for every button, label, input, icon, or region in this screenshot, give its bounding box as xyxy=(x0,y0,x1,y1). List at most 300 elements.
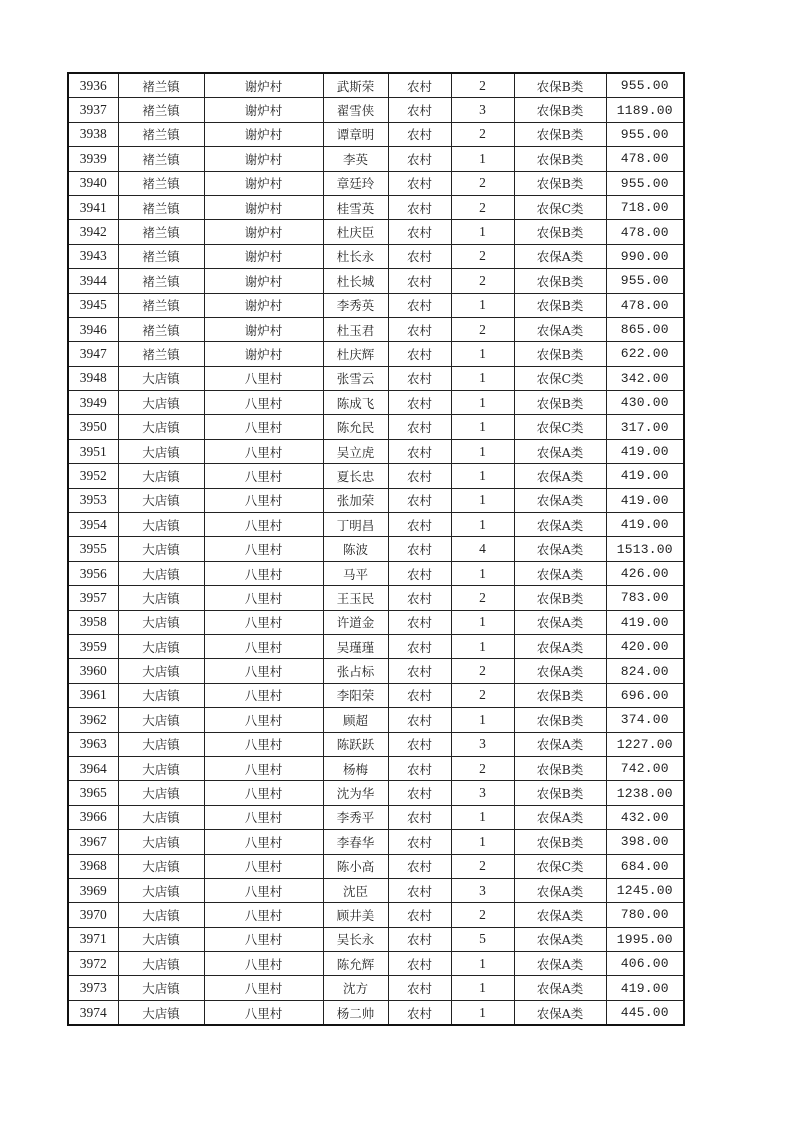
village-cell: 八里村 xyxy=(204,781,323,805)
person-name-cell: 谭章明 xyxy=(323,122,388,146)
person-name-cell: 沈方 xyxy=(323,976,388,1000)
household-type-cell: 农村 xyxy=(388,586,451,610)
table-body xyxy=(68,73,684,1025)
town-cell: 褚兰镇 xyxy=(118,342,204,366)
amount-cell: 398.00 xyxy=(606,830,684,854)
town-cell: 大店镇 xyxy=(118,488,204,512)
table-row xyxy=(68,732,684,756)
insurance-category-cell: 农保B类 xyxy=(514,756,606,780)
member-count-cell: 1 xyxy=(451,1000,514,1025)
table-row xyxy=(68,854,684,878)
insurance-category-cell: 农保A类 xyxy=(514,537,606,561)
amount-cell: 406.00 xyxy=(606,952,684,976)
member-count-cell: 1 xyxy=(451,439,514,463)
insurance-category-cell: 农保A类 xyxy=(514,439,606,463)
member-count-cell: 1 xyxy=(451,415,514,439)
member-count-cell: 1 xyxy=(451,391,514,415)
table-row xyxy=(68,708,684,732)
town-cell: 大店镇 xyxy=(118,756,204,780)
insurance-category-cell: 农保A类 xyxy=(514,634,606,658)
town-cell: 褚兰镇 xyxy=(118,317,204,341)
village-cell: 八里村 xyxy=(204,976,323,1000)
person-name-cell: 沈为华 xyxy=(323,781,388,805)
town-cell: 大店镇 xyxy=(118,830,204,854)
household-type-cell: 农村 xyxy=(388,708,451,732)
person-name-cell: 李英 xyxy=(323,147,388,171)
person-name-cell: 顾井美 xyxy=(323,903,388,927)
amount-cell: 1513.00 xyxy=(606,537,684,561)
table-row xyxy=(68,366,684,390)
amount-cell: 342.00 xyxy=(606,366,684,390)
row-number-cell: 3938 xyxy=(68,122,118,146)
insurance-category-cell: 农保A类 xyxy=(514,805,606,829)
row-number-cell: 3952 xyxy=(68,464,118,488)
table-row xyxy=(68,1000,684,1025)
person-name-cell: 陈波 xyxy=(323,537,388,561)
member-count-cell: 1 xyxy=(451,488,514,512)
member-count-cell: 2 xyxy=(451,903,514,927)
village-cell: 八里村 xyxy=(204,854,323,878)
table-row xyxy=(68,537,684,561)
household-type-cell: 农村 xyxy=(388,415,451,439)
village-cell: 八里村 xyxy=(204,927,323,951)
person-name-cell: 陈允辉 xyxy=(323,952,388,976)
table-row xyxy=(68,122,684,146)
person-name-cell: 桂雪英 xyxy=(323,195,388,219)
row-number-cell: 3947 xyxy=(68,342,118,366)
insurance-category-cell: 农保B类 xyxy=(514,293,606,317)
row-number-cell: 3970 xyxy=(68,903,118,927)
row-number-cell: 3961 xyxy=(68,683,118,707)
table-row xyxy=(68,927,684,951)
insurance-category-cell: 农保A类 xyxy=(514,244,606,268)
table-row xyxy=(68,781,684,805)
person-name-cell: 陈小高 xyxy=(323,854,388,878)
amount-cell: 432.00 xyxy=(606,805,684,829)
amount-cell: 742.00 xyxy=(606,756,684,780)
insurance-category-cell: 农保C类 xyxy=(514,415,606,439)
insurance-category-cell: 农保B类 xyxy=(514,171,606,195)
member-count-cell: 1 xyxy=(451,561,514,585)
insurance-category-cell: 农保A类 xyxy=(514,513,606,537)
household-type-cell: 农村 xyxy=(388,391,451,415)
insurance-category-cell: 农保A类 xyxy=(514,927,606,951)
member-count-cell: 1 xyxy=(451,830,514,854)
row-number-cell: 3943 xyxy=(68,244,118,268)
insurance-category-cell: 农保B类 xyxy=(514,98,606,122)
row-number-cell: 3941 xyxy=(68,195,118,219)
amount-cell: 419.00 xyxy=(606,513,684,537)
village-cell: 八里村 xyxy=(204,952,323,976)
amount-cell: 445.00 xyxy=(606,1000,684,1025)
row-number-cell: 3936 xyxy=(68,73,118,98)
amount-cell: 419.00 xyxy=(606,976,684,1000)
village-cell: 八里村 xyxy=(204,708,323,732)
table-row xyxy=(68,195,684,219)
town-cell: 大店镇 xyxy=(118,1000,204,1025)
row-number-cell: 3950 xyxy=(68,415,118,439)
insurance-category-cell: 农保C类 xyxy=(514,195,606,219)
insurance-category-cell: 农保B类 xyxy=(514,220,606,244)
table-row xyxy=(68,147,684,171)
town-cell: 大店镇 xyxy=(118,927,204,951)
insurance-category-cell: 农保B类 xyxy=(514,391,606,415)
person-name-cell: 章廷玲 xyxy=(323,171,388,195)
person-name-cell: 杜庆辉 xyxy=(323,342,388,366)
member-count-cell: 2 xyxy=(451,854,514,878)
row-number-cell: 3960 xyxy=(68,659,118,683)
insurance-category-cell: 农保B类 xyxy=(514,781,606,805)
member-count-cell: 2 xyxy=(451,244,514,268)
town-cell: 大店镇 xyxy=(118,903,204,927)
household-type-cell: 农村 xyxy=(388,195,451,219)
row-number-cell: 3942 xyxy=(68,220,118,244)
insurance-category-cell: 农保B类 xyxy=(514,269,606,293)
amount-cell: 1238.00 xyxy=(606,781,684,805)
household-type-cell: 农村 xyxy=(388,732,451,756)
village-cell: 八里村 xyxy=(204,537,323,561)
insurance-category-cell: 农保A类 xyxy=(514,732,606,756)
person-name-cell: 张加荣 xyxy=(323,488,388,512)
member-count-cell: 1 xyxy=(451,634,514,658)
household-type-cell: 农村 xyxy=(388,73,451,98)
town-cell: 褚兰镇 xyxy=(118,195,204,219)
amount-cell: 374.00 xyxy=(606,708,684,732)
member-count-cell: 4 xyxy=(451,537,514,561)
row-number-cell: 3968 xyxy=(68,854,118,878)
amount-cell: 955.00 xyxy=(606,269,684,293)
member-count-cell: 1 xyxy=(451,464,514,488)
table-row xyxy=(68,73,684,98)
insurance-category-cell: 农保B类 xyxy=(514,830,606,854)
household-type-cell: 农村 xyxy=(388,878,451,902)
row-number-cell: 3959 xyxy=(68,634,118,658)
amount-cell: 696.00 xyxy=(606,683,684,707)
table-row xyxy=(68,488,684,512)
amount-cell: 1189.00 xyxy=(606,98,684,122)
village-cell: 八里村 xyxy=(204,805,323,829)
town-cell: 大店镇 xyxy=(118,439,204,463)
amount-cell: 419.00 xyxy=(606,610,684,634)
village-cell: 谢炉村 xyxy=(204,244,323,268)
member-count-cell: 2 xyxy=(451,171,514,195)
town-cell: 大店镇 xyxy=(118,854,204,878)
person-name-cell: 杨二帅 xyxy=(323,1000,388,1025)
person-name-cell: 吴立虎 xyxy=(323,439,388,463)
amount-cell: 865.00 xyxy=(606,317,684,341)
village-cell: 八里村 xyxy=(204,878,323,902)
amount-cell: 990.00 xyxy=(606,244,684,268)
person-name-cell: 许道金 xyxy=(323,610,388,634)
member-count-cell: 1 xyxy=(451,293,514,317)
insurance-category-cell: 农保A类 xyxy=(514,659,606,683)
town-cell: 大店镇 xyxy=(118,464,204,488)
table-row xyxy=(68,391,684,415)
household-type-cell: 农村 xyxy=(388,903,451,927)
row-number-cell: 3944 xyxy=(68,269,118,293)
village-cell: 谢炉村 xyxy=(204,342,323,366)
household-type-cell: 农村 xyxy=(388,805,451,829)
household-type-cell: 农村 xyxy=(388,610,451,634)
person-name-cell: 沈臣 xyxy=(323,878,388,902)
village-cell: 八里村 xyxy=(204,366,323,390)
row-number-cell: 3966 xyxy=(68,805,118,829)
village-cell: 八里村 xyxy=(204,683,323,707)
amount-cell: 718.00 xyxy=(606,195,684,219)
person-name-cell: 李秀平 xyxy=(323,805,388,829)
household-type-cell: 农村 xyxy=(388,122,451,146)
insurance-category-cell: 农保A类 xyxy=(514,976,606,1000)
town-cell: 褚兰镇 xyxy=(118,269,204,293)
person-name-cell: 夏长忠 xyxy=(323,464,388,488)
village-cell: 谢炉村 xyxy=(204,195,323,219)
insurance-category-cell: 农保A类 xyxy=(514,952,606,976)
amount-cell: 622.00 xyxy=(606,342,684,366)
village-cell: 八里村 xyxy=(204,1000,323,1025)
member-count-cell: 5 xyxy=(451,927,514,951)
household-type-cell: 农村 xyxy=(388,513,451,537)
member-count-cell: 1 xyxy=(451,342,514,366)
table-row xyxy=(68,610,684,634)
household-type-cell: 农村 xyxy=(388,659,451,683)
row-number-cell: 3965 xyxy=(68,781,118,805)
amount-cell: 478.00 xyxy=(606,220,684,244)
town-cell: 大店镇 xyxy=(118,415,204,439)
household-type-cell: 农村 xyxy=(388,976,451,1000)
village-cell: 八里村 xyxy=(204,903,323,927)
town-cell: 大店镇 xyxy=(118,513,204,537)
row-number-cell: 3948 xyxy=(68,366,118,390)
table-row xyxy=(68,683,684,707)
row-number-cell: 3940 xyxy=(68,171,118,195)
member-count-cell: 2 xyxy=(451,122,514,146)
row-number-cell: 3937 xyxy=(68,98,118,122)
village-cell: 八里村 xyxy=(204,586,323,610)
insurance-category-cell: 农保C类 xyxy=(514,854,606,878)
person-name-cell: 张占标 xyxy=(323,659,388,683)
village-cell: 谢炉村 xyxy=(204,293,323,317)
amount-cell: 1227.00 xyxy=(606,732,684,756)
table-row xyxy=(68,439,684,463)
row-number-cell: 3951 xyxy=(68,439,118,463)
town-cell: 褚兰镇 xyxy=(118,244,204,268)
amount-cell: 955.00 xyxy=(606,122,684,146)
row-number-cell: 3945 xyxy=(68,293,118,317)
household-type-cell: 农村 xyxy=(388,439,451,463)
household-type-cell: 农村 xyxy=(388,98,451,122)
town-cell: 大店镇 xyxy=(118,366,204,390)
row-number-cell: 3963 xyxy=(68,732,118,756)
household-type-cell: 农村 xyxy=(388,830,451,854)
amount-cell: 780.00 xyxy=(606,903,684,927)
table-row xyxy=(68,293,684,317)
insurance-category-cell: 农保B类 xyxy=(514,683,606,707)
table-row xyxy=(68,805,684,829)
village-cell: 八里村 xyxy=(204,439,323,463)
row-number-cell: 3962 xyxy=(68,708,118,732)
member-count-cell: 1 xyxy=(451,805,514,829)
table-row xyxy=(68,756,684,780)
insurance-category-cell: 农保B类 xyxy=(514,586,606,610)
town-cell: 褚兰镇 xyxy=(118,73,204,98)
member-count-cell: 1 xyxy=(451,366,514,390)
person-name-cell: 李秀英 xyxy=(323,293,388,317)
insurance-category-cell: 农保A类 xyxy=(514,878,606,902)
table-row xyxy=(68,244,684,268)
person-name-cell: 李阳荣 xyxy=(323,683,388,707)
town-cell: 大店镇 xyxy=(118,732,204,756)
village-cell: 谢炉村 xyxy=(204,73,323,98)
member-count-cell: 1 xyxy=(451,220,514,244)
insurance-category-cell: 农保B类 xyxy=(514,708,606,732)
village-cell: 谢炉村 xyxy=(204,147,323,171)
household-type-cell: 农村 xyxy=(388,683,451,707)
member-count-cell: 1 xyxy=(451,952,514,976)
household-type-cell: 农村 xyxy=(388,220,451,244)
table-row xyxy=(68,317,684,341)
member-count-cell: 2 xyxy=(451,659,514,683)
person-name-cell: 吴瑾瑾 xyxy=(323,634,388,658)
household-type-cell: 农村 xyxy=(388,537,451,561)
village-cell: 八里村 xyxy=(204,391,323,415)
person-name-cell: 张雪云 xyxy=(323,366,388,390)
village-cell: 八里村 xyxy=(204,513,323,537)
household-type-cell: 农村 xyxy=(388,952,451,976)
insurance-category-cell: 农保B类 xyxy=(514,122,606,146)
insurance-category-cell: 农保A类 xyxy=(514,464,606,488)
insurance-category-cell: 农保A类 xyxy=(514,561,606,585)
amount-cell: 955.00 xyxy=(606,73,684,98)
row-number-cell: 3955 xyxy=(68,537,118,561)
table-row xyxy=(68,415,684,439)
village-cell: 八里村 xyxy=(204,659,323,683)
amount-cell: 783.00 xyxy=(606,586,684,610)
amount-cell: 478.00 xyxy=(606,293,684,317)
member-count-cell: 2 xyxy=(451,683,514,707)
village-cell: 八里村 xyxy=(204,415,323,439)
person-name-cell: 杜长永 xyxy=(323,244,388,268)
table-row xyxy=(68,171,684,195)
table-row xyxy=(68,513,684,537)
insurance-category-cell: 农保B类 xyxy=(514,147,606,171)
amount-cell: 317.00 xyxy=(606,415,684,439)
member-count-cell: 1 xyxy=(451,708,514,732)
amount-cell: 426.00 xyxy=(606,561,684,585)
town-cell: 大店镇 xyxy=(118,878,204,902)
table-row xyxy=(68,952,684,976)
town-cell: 褚兰镇 xyxy=(118,171,204,195)
row-number-cell: 3972 xyxy=(68,952,118,976)
household-type-cell: 农村 xyxy=(388,147,451,171)
table-row xyxy=(68,659,684,683)
row-number-cell: 3958 xyxy=(68,610,118,634)
person-name-cell: 丁明昌 xyxy=(323,513,388,537)
insurance-category-cell: 农保B类 xyxy=(514,73,606,98)
row-number-cell: 3967 xyxy=(68,830,118,854)
person-name-cell: 陈跃跃 xyxy=(323,732,388,756)
table-row xyxy=(68,586,684,610)
amount-cell: 420.00 xyxy=(606,634,684,658)
town-cell: 褚兰镇 xyxy=(118,220,204,244)
village-cell: 八里村 xyxy=(204,830,323,854)
village-cell: 八里村 xyxy=(204,756,323,780)
member-count-cell: 1 xyxy=(451,513,514,537)
table-row xyxy=(68,269,684,293)
household-type-cell: 农村 xyxy=(388,244,451,268)
amount-cell: 955.00 xyxy=(606,171,684,195)
insurance-category-cell: 农保C类 xyxy=(514,366,606,390)
person-name-cell: 王玉民 xyxy=(323,586,388,610)
town-cell: 大店镇 xyxy=(118,391,204,415)
village-cell: 谢炉村 xyxy=(204,122,323,146)
town-cell: 大店镇 xyxy=(118,952,204,976)
town-cell: 大店镇 xyxy=(118,634,204,658)
household-type-cell: 农村 xyxy=(388,366,451,390)
table-row xyxy=(68,342,684,366)
village-cell: 八里村 xyxy=(204,634,323,658)
amount-cell: 419.00 xyxy=(606,488,684,512)
village-cell: 八里村 xyxy=(204,464,323,488)
person-name-cell: 杜玉君 xyxy=(323,317,388,341)
household-type-cell: 农村 xyxy=(388,171,451,195)
household-type-cell: 农村 xyxy=(388,634,451,658)
member-count-cell: 2 xyxy=(451,195,514,219)
amount-cell: 430.00 xyxy=(606,391,684,415)
row-number-cell: 3973 xyxy=(68,976,118,1000)
household-type-cell: 农村 xyxy=(388,756,451,780)
village-cell: 八里村 xyxy=(204,488,323,512)
town-cell: 大店镇 xyxy=(118,659,204,683)
member-count-cell: 2 xyxy=(451,269,514,293)
table-row xyxy=(68,976,684,1000)
row-number-cell: 3953 xyxy=(68,488,118,512)
village-cell: 谢炉村 xyxy=(204,98,323,122)
village-cell: 八里村 xyxy=(204,610,323,634)
household-type-cell: 农村 xyxy=(388,317,451,341)
member-count-cell: 3 xyxy=(451,781,514,805)
village-cell: 八里村 xyxy=(204,732,323,756)
village-cell: 谢炉村 xyxy=(204,269,323,293)
insurance-category-cell: 农保B类 xyxy=(514,342,606,366)
person-name-cell: 杨梅 xyxy=(323,756,388,780)
insurance-category-cell: 农保A类 xyxy=(514,488,606,512)
row-number-cell: 3974 xyxy=(68,1000,118,1025)
town-cell: 大店镇 xyxy=(118,610,204,634)
household-type-cell: 农村 xyxy=(388,1000,451,1025)
person-name-cell: 顾超 xyxy=(323,708,388,732)
person-name-cell: 杜庆臣 xyxy=(323,220,388,244)
member-count-cell: 2 xyxy=(451,586,514,610)
person-name-cell: 杜长城 xyxy=(323,269,388,293)
person-name-cell: 陈成飞 xyxy=(323,391,388,415)
person-name-cell: 李春华 xyxy=(323,830,388,854)
row-number-cell: 3957 xyxy=(68,586,118,610)
household-type-cell: 农村 xyxy=(388,488,451,512)
amount-cell: 1245.00 xyxy=(606,878,684,902)
row-number-cell: 3939 xyxy=(68,147,118,171)
household-type-cell: 农村 xyxy=(388,927,451,951)
town-cell: 褚兰镇 xyxy=(118,122,204,146)
household-type-cell: 农村 xyxy=(388,561,451,585)
member-count-cell: 1 xyxy=(451,147,514,171)
amount-cell: 419.00 xyxy=(606,439,684,463)
records-table xyxy=(67,72,685,1026)
table-row xyxy=(68,634,684,658)
table-row xyxy=(68,464,684,488)
member-count-cell: 2 xyxy=(451,756,514,780)
member-count-cell: 3 xyxy=(451,732,514,756)
village-cell: 谢炉村 xyxy=(204,171,323,195)
